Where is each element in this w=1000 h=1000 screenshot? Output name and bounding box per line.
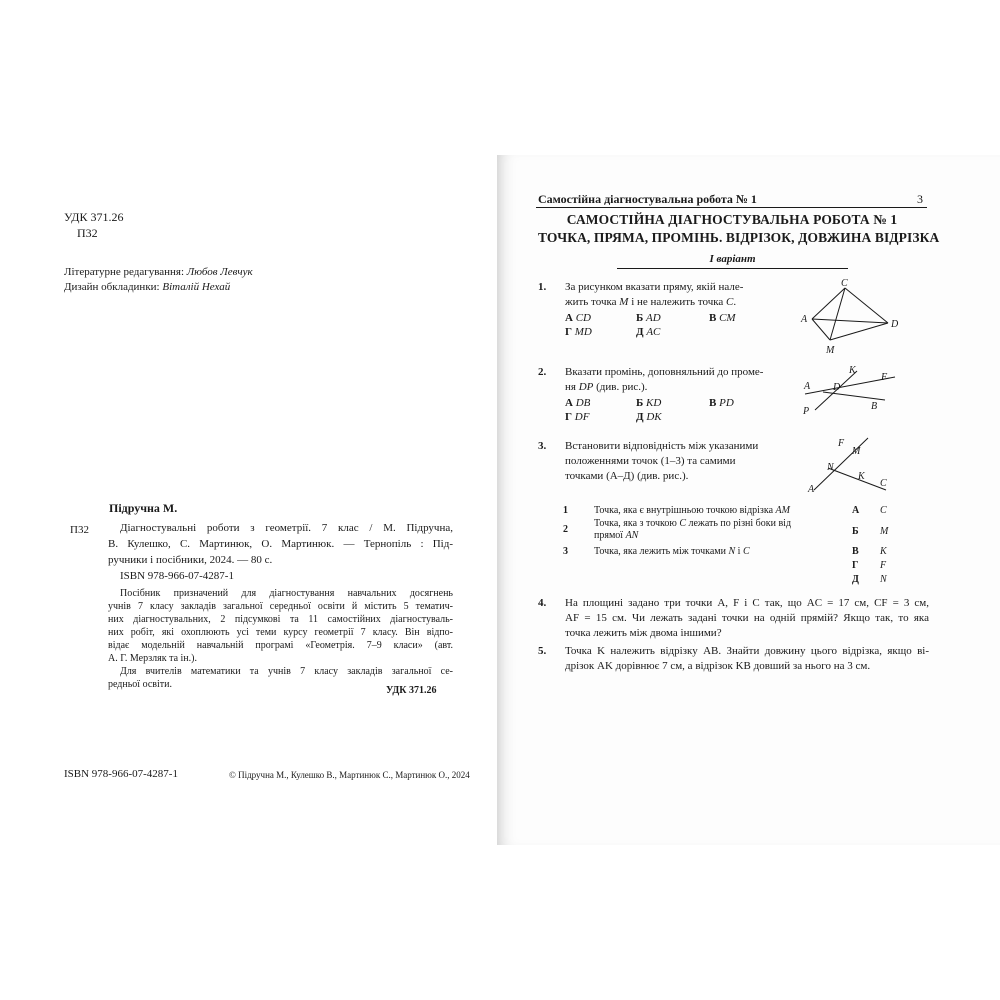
bib-line: Діагностувальні роботи з геометрії. 7 клас / М. Підручна, xyxy=(120,522,453,534)
page-number: 3 xyxy=(917,192,923,206)
isbn-bottom: ISBN 978-966-07-4287-1 xyxy=(64,768,178,780)
q3-figure-line-nc xyxy=(828,468,886,490)
q3-label-a: A xyxy=(808,484,815,495)
q2-figure-line-db xyxy=(823,392,885,400)
annotation-line: них діагностувальних, 2 підсумкові та 11 самостійних діагностуваль- xyxy=(108,614,453,625)
q1-label-d: D xyxy=(891,319,899,330)
code-top: П32 xyxy=(77,226,98,240)
udk-bottom: УДК 371.26 xyxy=(386,685,437,696)
q2-option-d[interactable]: Д DK xyxy=(636,411,662,423)
q3-answer-letter[interactable]: А xyxy=(852,505,860,516)
q2-option-g[interactable]: Г DF xyxy=(565,411,590,423)
editor-name: Любов Левчук xyxy=(186,266,253,278)
editor-label: Літературне редагування: xyxy=(64,266,187,278)
q2-option-b[interactable]: Б KD xyxy=(636,397,662,409)
q1-text-line: жить точка M і не належить точка C. xyxy=(565,296,737,308)
q3-item-text: Точка, яка лежить між точками N і C xyxy=(594,546,750,557)
q3-item-number: 2 xyxy=(563,524,568,535)
q3-answer-value: N xyxy=(880,574,887,585)
title-line-1: САМОСТІЙНА ДІАГНОСТУВАЛЬНА РОБОТА № 1 xyxy=(566,212,898,227)
q3-item-text: прямої AN xyxy=(594,530,639,541)
annotation-line: них робіт, які охоплюють усі теми курсу геометрії 7 класу. Він відпо- xyxy=(108,627,453,638)
q1-option-g[interactable]: Г MD xyxy=(565,326,592,338)
q3-label-c: C xyxy=(880,478,887,489)
q3-item-text: Точка, яка є внутрішньою точкою відрізка AM xyxy=(594,505,790,516)
q2-number: 2. xyxy=(538,366,547,378)
q3-answer-letter[interactable]: Г xyxy=(852,560,859,571)
copyright: © Підручна М., Кулешко В., Мартинюк С., Мартинюк О., 2024 xyxy=(229,770,470,780)
q3-number: 3. xyxy=(538,440,547,452)
q5-number: 5. xyxy=(538,645,547,657)
annotation-line: учнів 7 класу закладів загальної середньої освіти й містить 5 тематич- xyxy=(108,601,453,612)
q3-answer-value: F xyxy=(880,560,887,571)
q1-option-v[interactable]: В CM xyxy=(709,312,736,324)
q3-figure xyxy=(800,434,900,498)
q2-label-d: D xyxy=(833,382,841,393)
annotation-line: відає модельній навчальній програмі «Геометрія. 7–9 класи» (авт. xyxy=(108,640,453,651)
q3-answer-letter[interactable]: Б xyxy=(852,526,859,537)
q1-option-d[interactable]: Д AC xyxy=(636,326,661,338)
q1-option-b[interactable]: Б AD xyxy=(636,312,661,324)
code-side: П32 xyxy=(70,524,89,536)
q4-text-line: точка лежить між двома іншими? xyxy=(565,627,722,639)
q4-text-line: На площині задано три точки A, F і C так, що AC = 17 см, CF = 3 см, xyxy=(565,597,929,609)
q1-figure-segment-cm xyxy=(830,288,845,340)
q3-item-number: 1 xyxy=(563,505,568,516)
annotation-line: А. Г. Мерзляк та ін.). xyxy=(108,653,197,664)
q3-text-line: точками (А–Д) (див. рис.). xyxy=(565,470,689,482)
annotation-line: Посібник призначений для діагностування навчальних досягнень xyxy=(120,588,453,599)
isbn-line: ISBN 978-966-07-4287-1 xyxy=(120,570,234,582)
q1-label-a: A xyxy=(801,314,808,325)
q4-number: 4. xyxy=(538,597,547,609)
audience-line: Для вчителів математики та учнів 7 класу закладів загальної се- xyxy=(120,666,453,677)
q3-answer-value: K xyxy=(880,546,887,557)
bib-line: В. Кулешко, С. Мартинюк, О. Мартинюк. — Тернопіль : Під- xyxy=(108,538,453,550)
q1-figure xyxy=(795,278,905,358)
designer-name: Віталій Нехай xyxy=(162,281,231,293)
q1-figure-segment-am xyxy=(812,319,830,340)
title-line-2: ТОЧКА, ПРЯМА, ПРОМІНЬ. ВІДРІЗОК, ДОВЖИНА ВІДРІЗКА xyxy=(538,230,940,245)
q2-figure xyxy=(795,362,905,424)
q2-label-k: K xyxy=(849,365,856,376)
q1-option-a[interactable]: А CD xyxy=(565,312,591,324)
running-header: Самостійна діагностувальна робота № 1 xyxy=(538,192,757,206)
q4-text-line: AF = 15 см. Чи лежать задані точки на одній прямій? Якщо так, то яка xyxy=(565,612,929,624)
q2-label-b: B xyxy=(871,401,878,412)
q3-label-n: N xyxy=(827,462,834,473)
q3-label-m: M xyxy=(852,446,861,457)
variant-label: І варіант xyxy=(709,253,756,265)
q2-text-line: ня DP (див. рис.). xyxy=(565,381,648,393)
q3-label-k: K xyxy=(858,471,865,482)
variant-rule xyxy=(617,268,848,269)
udk-top: УДК 371.26 xyxy=(64,210,124,224)
q3-answer-letter[interactable]: Д xyxy=(852,574,859,585)
audience-line: редньої освіти. xyxy=(108,679,172,690)
q3-text-line: положеннями точок (1–3) та самими xyxy=(565,455,736,467)
q3-text-line: Встановити відповідність між указаними xyxy=(565,440,759,452)
editor-credit xyxy=(64,266,253,278)
q2-text-line: Вказати промінь, доповняльний до проме- xyxy=(565,366,764,378)
q3-answer-letter[interactable]: В xyxy=(852,546,859,557)
q2-label-f: F xyxy=(881,372,888,383)
q1-text-line: За рисунком вказати пряму, якій нале- xyxy=(565,281,744,293)
bib-line: ручники і посібники, 2024. — 80 с. xyxy=(108,554,273,566)
q3-answer-value: C xyxy=(880,505,887,516)
q1-figure-segment-ad xyxy=(812,319,888,323)
q1-figure-segment-md xyxy=(830,323,888,340)
q5-text-line: дрізок AK дорівнює 7 см, а відрізок KB довший за нього на 3 см. xyxy=(565,660,871,672)
left-page xyxy=(0,155,497,845)
q3-item-number: 3 xyxy=(563,546,568,557)
q1-figure-segment-cd xyxy=(845,288,888,323)
q3-answer-value: M xyxy=(880,526,889,537)
q1-label-m: M xyxy=(826,345,835,356)
q3-label-f: F xyxy=(838,438,845,449)
q2-option-a[interactable]: А DB xyxy=(565,397,591,409)
q3-item-text: Точка, яка з точкою C лежать по різні боки від xyxy=(594,518,792,529)
q1-number: 1. xyxy=(538,281,547,293)
q1-label-c: C xyxy=(841,278,848,289)
header-rule xyxy=(536,207,927,208)
q2-label-a: A xyxy=(804,381,811,392)
designer-credit xyxy=(64,281,230,293)
q2-label-p: P xyxy=(803,406,810,417)
q2-option-v[interactable]: В PD xyxy=(709,397,734,409)
q5-text-line: Точка K належить відрізку AB. Знайти довжину цього відрізка, якщо ві- xyxy=(565,645,929,657)
designer-label: Дизайн обкладинки: xyxy=(64,281,163,293)
author-heading: Підручна М. xyxy=(109,501,178,515)
